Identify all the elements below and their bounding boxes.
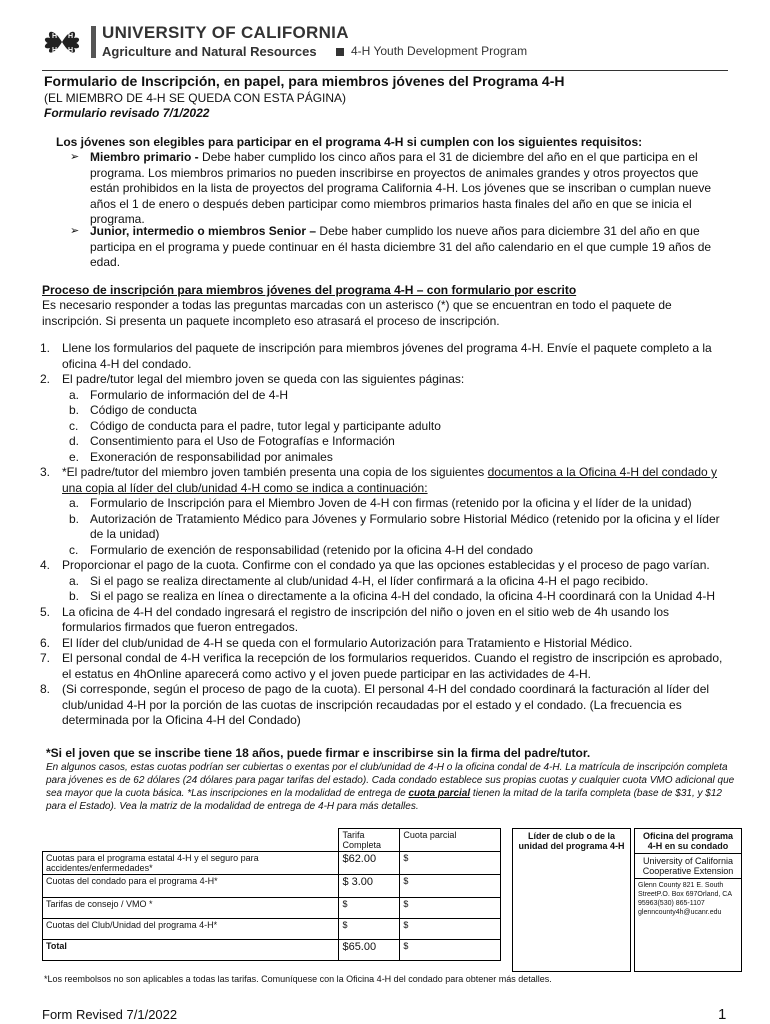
table-row: Total $65.00 $ bbox=[43, 940, 501, 961]
header-divider bbox=[42, 70, 728, 71]
uc-title: UNIVERSITY OF CALIFORNIA bbox=[102, 23, 349, 42]
fees-table bbox=[42, 828, 501, 961]
table-row: Tarifas de consejo / VMO * $ $ bbox=[43, 898, 501, 919]
svg-text:H: H bbox=[52, 47, 58, 54]
svg-text:H: H bbox=[52, 33, 58, 40]
fee-value[interactable]: $65.00 bbox=[339, 940, 400, 961]
process-intro: Es necesario responder a todas las preguntas marcadas con un asterisco (*) que se encuentran en todo el paquete de inscripción. Si presenta un paquete incompleto eso atrasará el proceso de inscripción. bbox=[42, 298, 672, 328]
eligibility-senior: ➢ Junior, intermedio o miembros Senior – Debe haber cumplido los nueve años para diciembre 31 del año en que participa en el programa y puede continuar en él hasta diciembre 31 del año calendario en el que cumple 19 años de edad. bbox=[70, 224, 712, 269]
page-number: 1 bbox=[718, 1006, 727, 1023]
step-1: 1. Llene los formularios del paquete de inscripción para miembros jóvenes del programa 4-H. Envíe el paquete completo a la oficina 4-H del condado. bbox=[40, 341, 712, 371]
fee-value[interactable]: $ bbox=[400, 875, 501, 898]
uc-subtitle: Agriculture and Natural Resources bbox=[102, 44, 317, 59]
step-5: 5. La oficina de 4-H del condado ingresará el registro de inscripción del niño o joven en el sitio web de 4h usando los formularios firmados que fueron entregados. bbox=[40, 604, 670, 634]
fee-value[interactable]: $ bbox=[400, 919, 501, 940]
table-row: Cuotas para el programa estatal 4-H y el seguro para accidentes/enfermedades* $62.00 $ bbox=[43, 852, 501, 875]
fee-value[interactable]: $ 3.00 bbox=[339, 875, 400, 898]
footer-revised: Form Revised 7/1/2022 bbox=[42, 1007, 178, 1022]
steps-list bbox=[40, 341, 730, 729]
step-6: 6. El líder del club/unidad de 4-H se queda con el formulario Autorización para Tratamiento e Historial Médico. bbox=[40, 635, 633, 650]
county-office-box: Oficina del programa 4-H en su condado University of California Cooperative Extension Glenn County 821 E. South StreetP.O. Box 697Orland, CA 95963(530) 865-1107 glenncounty4h@ucanr.edu bbox=[634, 828, 742, 972]
svg-text:H: H bbox=[68, 33, 74, 40]
step-7: 7. El personal condal de 4-H verifica la recepción de los formularios requeridos. Cuando el registro de inscripción es aprobado, el estatus en 4hOnline aparecerá como activo y el joven puede participar en las actividades de 4-H. bbox=[40, 651, 723, 681]
fee-value[interactable]: $ bbox=[400, 940, 501, 961]
fees-note: En algunos casos, estas cuotas podrían ser cubiertas o exentas por el club/unidad de 4-H o la oficina condal de 4-H. La matrícula de inscripción completa para jóvenes es de 62 dólares (24 dólares para pagar tarifas del estado). Cada condado establece sus propias cuotas y cualquier cuota VMO adicional que sea mayor que la cuota básica. *Las inscripciones en la modalidad de entrega de cuota parcial tienen la mitad de la tarifa completa (base de $31, y $12 para el Estado). Vea la matriz de la modalidad de entrega de 4-H para más detalles. bbox=[46, 762, 735, 812]
age-18-note: *Si el joven que se inscribe tiene 18 años, puede firmar e inscribirse sin la firma del padre/tutor. bbox=[46, 746, 591, 760]
table-row: Cuotas del Club/Unidad del programa 4-H* $ $ bbox=[43, 919, 501, 940]
revision-label: Formulario revisado 7/1/2022 bbox=[44, 106, 210, 120]
process-heading: Proceso de inscripción para miembros jóvenes del programa 4-H – con formulario por escrito bbox=[42, 283, 577, 297]
fee-value[interactable]: $ bbox=[400, 852, 501, 875]
col-partial-header: Cuota parcial bbox=[400, 829, 501, 852]
step-3: 3. *El padre/tutor del miembro joven también presenta una copia de los siguientes documentos a la Oficina 4-H del condado y una copia al líder del club/unidad 4-H como se indica a continuación: a. Formulario de Inscripción para el Miembro Joven de 4-H con firmas (retenido por la oficina y el líder de la unidad) b. Autorización de Tratamiento Médico para Jóvenes y Formulario sobre Historial Médico (retenido por la oficina y el líder de la unidad) c. Formulario de exención de responsabilidad (retenido por la oficina 4-H del condado bbox=[40, 465, 720, 557]
fee-value[interactable]: $ bbox=[339, 919, 400, 940]
fee-value[interactable]: $ bbox=[339, 898, 400, 919]
svg-text:H: H bbox=[68, 47, 74, 54]
page-subtitle: (EL MIEMBRO DE 4-H SE QUEDA CON ESTA PÁGINA) bbox=[44, 91, 347, 105]
step-4: 4. Proporcionar el pago de la cuota. Confirme con el condado ya que las opciones establecidas y el proceso de pago varían. a. Si el pago se realiza directamente al club/unidad 4-H, el líder confirmará a la oficina 4-H el pago recibido. b. Si el pago se realiza en línea o directamente a la oficina 4-H del condado, la oficina 4-H coordinará con la Unidad 4-H bbox=[40, 558, 716, 603]
page-title: Formulario de Inscripción, en papel, para miembros jóvenes del Programa 4-H bbox=[44, 73, 565, 89]
fee-value[interactable]: $ bbox=[400, 898, 501, 919]
fee-value[interactable]: $62.00 bbox=[339, 852, 400, 875]
eligibility-heading: Los jóvenes son elegibles para participar en el programa 4-H si cumplen con los siguientes requisitos: bbox=[56, 135, 643, 149]
program-name: 4-H Youth Development Program bbox=[351, 44, 528, 58]
header bbox=[38, 22, 738, 66]
club-leader-box[interactable]: Líder de club o de la unidad del programa 4-H bbox=[512, 828, 631, 972]
table-row: Cuotas del condado para el programa 4-H* $ 3.00 $ bbox=[43, 875, 501, 898]
four-leaf-clover-icon bbox=[38, 22, 86, 62]
col-full-header: Tarifa Completa bbox=[339, 829, 400, 852]
eligibility-primary: ➢ Miembro primario - Debe haber cumplido los cinco años para el 31 de diciembre del año en el que participa en el programa. Los miembros primarios no pueden inscribirse en proyectos de animales grandes y otros proyectos que están prohibidos en la lista de proyectos del programa California 4-H. Los jóvenes que se inscriban o cumplan nueve años el 1 de enero o después deben participar como miembros primarios hasta finales del año en que se inicia el programa. bbox=[70, 150, 712, 226]
step-8: 8. (Si corresponde, según el proceso de pago de la cuota). El personal 4-H del condado coordinará la facturación al líder del club/unidad 4-H por la porción de las cuotas de inscripción recaudadas por el estado y el condado. (La frecuencia es determinada por la Oficina 4-H del Condado) bbox=[40, 682, 710, 727]
refund-note: *Los reembolsos no son aplicables a todas las tarifas. Comuníquese con la Oficina 4-H del condado para obtener más detalles. bbox=[44, 974, 552, 984]
step-2: 2. El padre/tutor legal del miembro joven se queda con las siguientes páginas: a. Formulario de información del de 4-H b. Código de conducta c. Código de conducta para el padre, tutor legal y participante adulto d. Consentimiento para el Uso de Fotografías e Información e. Exoneración de responsabilidad por animales bbox=[40, 372, 465, 464]
